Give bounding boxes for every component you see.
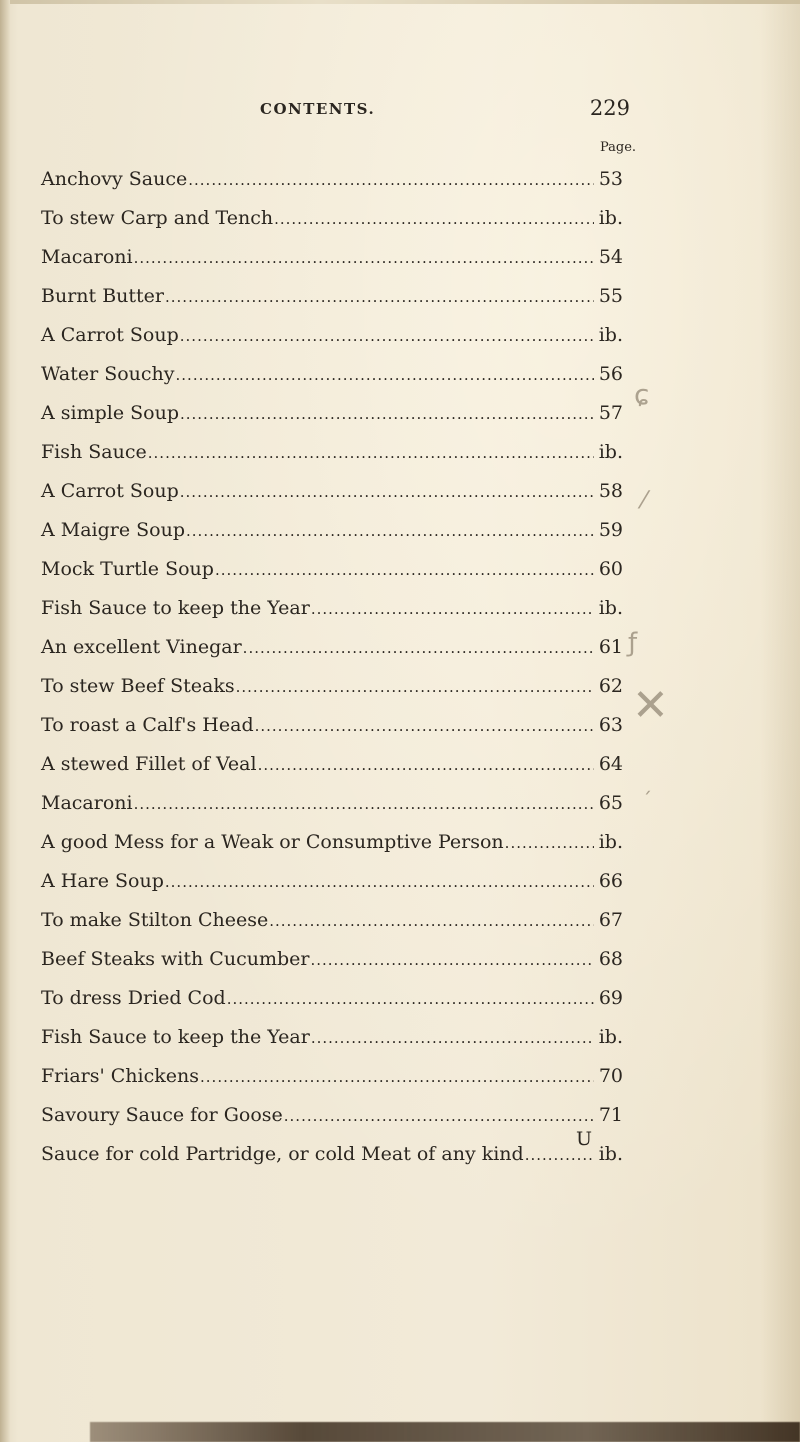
contents-entry — [41, 518, 623, 557]
dot-leader — [200, 1065, 594, 1089]
entry-page: 60 — [598, 558, 623, 580]
contents-entry — [41, 479, 623, 518]
contents-entry — [41, 947, 623, 986]
dot-leader — [165, 870, 594, 894]
dot-leader — [258, 753, 594, 777]
contents-entry — [41, 908, 623, 947]
entry-title: Fish Sauce — [41, 441, 147, 463]
entry-title: A stewed Fillet of Veal — [41, 753, 257, 775]
contents-entry — [41, 713, 623, 752]
entry-page: 53 — [598, 168, 623, 190]
entry-page: ib. — [598, 1026, 623, 1048]
contents-entry — [41, 596, 623, 635]
dot-leader — [227, 987, 594, 1011]
entry-title: A Maigre Soup — [41, 519, 186, 541]
contents-list — [41, 167, 623, 1181]
entry-page: 65 — [598, 792, 623, 814]
contents-entry — [41, 440, 623, 479]
entry-page: 66 — [598, 870, 623, 892]
entry-page: 63 — [598, 714, 623, 736]
entry-page: 56 — [598, 363, 623, 385]
contents-entry — [41, 557, 623, 596]
bleed-through-strip — [90, 1422, 800, 1442]
dot-leader — [134, 246, 594, 270]
entry-page: 62 — [598, 675, 623, 697]
page-number: 229 — [589, 96, 630, 120]
entry-title: To roast a Calf's Head — [41, 714, 254, 736]
entry-page: ib. — [598, 1143, 623, 1165]
entry-title: Macaroni — [41, 246, 133, 268]
dot-leader — [310, 948, 593, 972]
entry-title: Fish Sauce to keep the Year — [41, 597, 310, 619]
entry-page: ib. — [598, 441, 623, 463]
entry-page: 67 — [598, 909, 623, 931]
entry-page: 59 — [598, 519, 623, 541]
contents-entry — [41, 986, 623, 1025]
page-top-edge — [0, 0, 800, 4]
contents-entry — [41, 1025, 623, 1064]
entry-page: 58 — [598, 480, 623, 502]
dot-leader — [180, 402, 594, 426]
entry-title: Fish Sauce to keep the Year — [41, 1026, 310, 1048]
contents-entry — [41, 752, 623, 791]
pencil-mark-icon: ´ — [642, 788, 652, 812]
entry-page: ib. — [598, 324, 623, 346]
entry-page: ib. — [598, 597, 623, 619]
contents-entry — [41, 869, 623, 908]
dot-leader — [148, 441, 594, 465]
dot-leader — [284, 1104, 594, 1128]
entry-page: 71 — [598, 1104, 623, 1126]
dot-leader — [215, 558, 594, 582]
dot-leader — [269, 909, 594, 933]
entry-title: A simple Soup — [41, 402, 179, 424]
contents-entry — [41, 1064, 623, 1103]
entry-title: Burnt Butter — [41, 285, 164, 307]
contents-entry — [41, 635, 623, 674]
dot-leader — [274, 207, 594, 231]
contents-entry — [41, 830, 623, 869]
running-head — [260, 96, 630, 126]
contents-entry — [41, 674, 623, 713]
dot-leader — [311, 1026, 594, 1050]
contents-entry — [41, 323, 623, 362]
page-gutter-shadow — [0, 0, 10, 1442]
dot-leader — [188, 168, 594, 192]
entry-page: 55 — [598, 285, 623, 307]
contents-entry — [41, 245, 623, 284]
contents-entry — [41, 362, 623, 401]
entry-title: A Carrot Soup — [41, 324, 179, 346]
dot-leader — [186, 519, 594, 543]
entry-title: Friars' Chickens — [41, 1065, 200, 1087]
dot-leader — [165, 285, 594, 309]
dot-leader — [176, 363, 594, 387]
pencil-mark-icon: ɕ — [634, 378, 650, 411]
pencil-mark-icon: ƒ — [628, 628, 638, 658]
entry-title: An excellent Vinegar — [41, 636, 242, 658]
entry-page: 54 — [598, 246, 623, 268]
entry-page: 57 — [598, 402, 623, 424]
contents-entry — [41, 167, 623, 206]
pencil-cross-icon: ✕ — [632, 680, 669, 731]
entry-title: Savoury Sauce for Goose — [41, 1104, 283, 1126]
entry-title: Sauce for cold Partridge, or cold Meat of any kind — [41, 1143, 524, 1165]
running-title: CONTENTS. — [260, 100, 376, 118]
dot-leader — [180, 480, 594, 504]
dot-leader — [505, 831, 594, 855]
contents-entry — [41, 401, 623, 440]
entry-title: To stew Beef Steaks — [41, 675, 235, 697]
dot-leader — [236, 675, 594, 699]
entry-page: ib. — [598, 831, 623, 853]
entry-page: 69 — [598, 987, 623, 1009]
signature-mark: U — [576, 1128, 593, 1150]
entry-title: To stew Carp and Tench — [41, 207, 274, 229]
entry-page: 61 — [598, 636, 623, 658]
entry-title: Macaroni — [41, 792, 133, 814]
entry-title: To dress Dried Cod — [41, 987, 226, 1009]
dot-leader — [311, 597, 594, 621]
pencil-mark-icon: ⁄ — [642, 486, 647, 514]
contents-entry — [41, 206, 623, 245]
entry-title: Beef Steaks with Cucumber — [41, 948, 310, 970]
contents-entry — [41, 1142, 623, 1181]
dot-leader — [255, 714, 594, 738]
contents-entry — [41, 284, 623, 323]
dot-leader — [180, 324, 594, 348]
entry-page: ib. — [598, 207, 623, 229]
contents-entry — [41, 791, 623, 830]
entry-title: A Hare Soup — [41, 870, 164, 892]
entry-title: Anchovy Sauce — [41, 168, 188, 190]
entry-page: 70 — [598, 1065, 623, 1087]
page-column-label: Page. — [600, 140, 637, 155]
entry-title: A Carrot Soup — [41, 480, 179, 502]
contents-entry — [41, 1103, 623, 1142]
entry-title: Mock Turtle Soup — [41, 558, 214, 580]
dot-leader — [243, 636, 594, 660]
entry-page: 68 — [598, 948, 623, 970]
entry-title: Water Souchy — [41, 363, 175, 385]
dot-leader — [134, 792, 594, 816]
entry-page: 64 — [598, 753, 623, 775]
entry-title: To make Stilton Cheese — [41, 909, 269, 931]
entry-title: A good Mess for a Weak or Consumptive Person — [41, 831, 504, 853]
